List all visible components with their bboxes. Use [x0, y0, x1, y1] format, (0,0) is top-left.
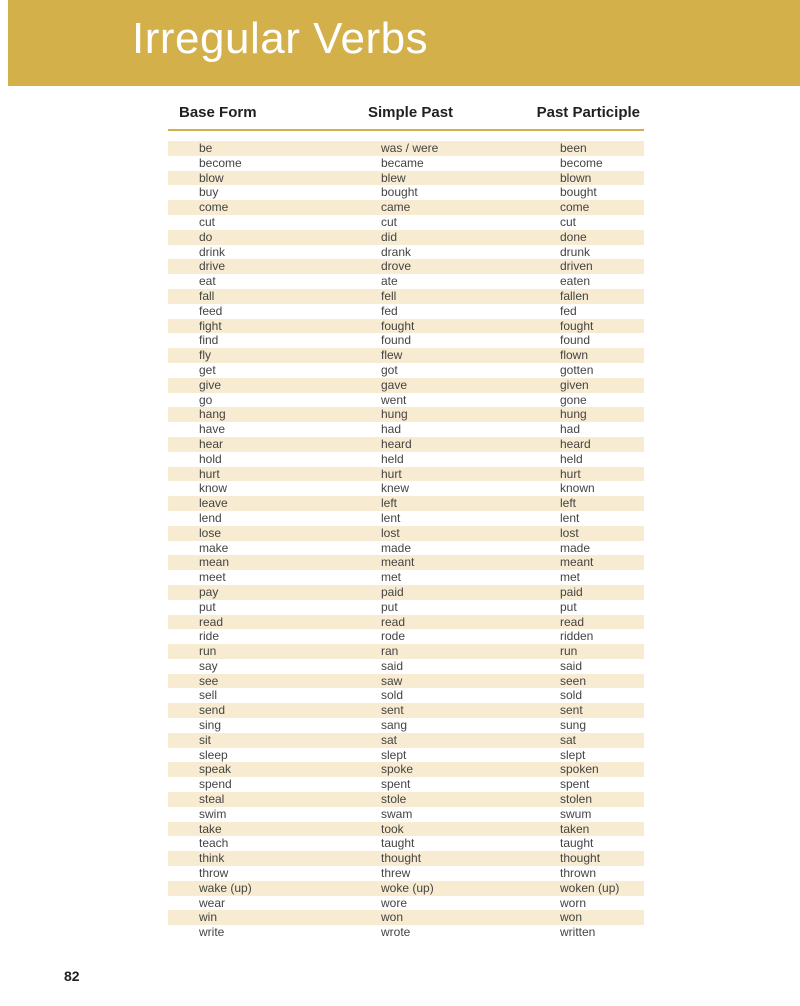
past-participle-cell: lent — [560, 510, 580, 525]
table-row — [168, 836, 644, 851]
table-row — [168, 585, 644, 600]
past-participle-cell: lost — [560, 525, 579, 540]
table-row — [168, 851, 644, 866]
table-row — [168, 304, 644, 319]
simple-past-cell: threw — [381, 866, 411, 881]
base-form-cell: see — [199, 673, 219, 688]
past-participle-cell: become — [560, 155, 603, 170]
simple-past-cell: bought — [381, 185, 418, 200]
header-simple-past: Simple Past — [368, 104, 454, 121]
base-form-cell: know — [199, 481, 228, 496]
simple-past-cell: held — [381, 451, 404, 466]
simple-past-cell: drove — [381, 259, 412, 274]
simple-past-cell: drank — [381, 244, 412, 259]
table-row — [168, 481, 644, 496]
simple-past-cell: meant — [381, 555, 415, 570]
base-form-cell: sit — [199, 732, 211, 747]
past-participle-cell: met — [560, 570, 581, 585]
simple-past-cell: fed — [381, 303, 398, 318]
base-form-cell: become — [199, 155, 242, 170]
past-participle-cell: cut — [560, 214, 577, 229]
base-form-cell: leave — [199, 496, 228, 511]
simple-past-cell: gave — [381, 377, 408, 392]
base-form-cell: think — [199, 851, 225, 866]
past-participle-cell: said — [560, 658, 583, 673]
table-row — [168, 215, 644, 230]
table-row — [168, 230, 644, 245]
header-base-form: Base Form — [179, 104, 257, 121]
past-participle-cell: known — [560, 481, 595, 496]
past-participle-cell: flown — [560, 348, 589, 363]
table-row — [168, 511, 644, 526]
simple-past-cell: left — [381, 496, 398, 511]
base-form-cell: sell — [199, 688, 218, 703]
simple-past-cell: became — [381, 155, 424, 170]
base-form-cell: win — [199, 910, 218, 925]
base-form-cell: feed — [199, 303, 223, 318]
simple-past-cell: won — [381, 910, 404, 925]
simple-past-cell: blew — [381, 170, 406, 185]
table-row — [168, 496, 644, 511]
table-row — [168, 526, 644, 541]
past-participle-cell: heard — [560, 436, 591, 451]
past-participle-cell: sat — [560, 732, 577, 747]
base-form-cell: fight — [199, 318, 222, 333]
simple-past-cell: found — [381, 333, 412, 348]
base-form-cell: eat — [199, 274, 216, 289]
table-row — [168, 437, 644, 452]
base-form-cell: wake (up) — [199, 880, 252, 895]
table-row — [168, 467, 644, 482]
past-participle-cell: given — [560, 377, 589, 392]
table-row — [168, 259, 644, 274]
past-participle-cell: paid — [560, 584, 583, 599]
base-form-cell: ride — [199, 629, 220, 644]
simple-past-cell: spent — [381, 777, 411, 792]
base-form-cell: wear — [199, 895, 226, 910]
base-form-cell: get — [199, 362, 216, 377]
base-form-cell: put — [199, 599, 216, 614]
past-participle-cell: spent — [560, 777, 590, 792]
table-row — [168, 748, 644, 763]
simple-past-cell: spoke — [381, 762, 414, 777]
base-form-cell: blow — [199, 170, 224, 185]
table-row — [168, 629, 644, 644]
table-row — [168, 289, 644, 304]
base-form-cell: be — [199, 141, 213, 155]
simple-past-cell: cut — [381, 214, 398, 229]
past-participle-cell: drunk — [560, 244, 591, 259]
simple-past-cell: sold — [381, 688, 404, 703]
past-participle-cell: driven — [560, 259, 593, 274]
table-row — [168, 378, 644, 393]
base-form-cell: pay — [199, 584, 219, 599]
base-form-cell: speak — [199, 762, 232, 777]
table-row — [168, 407, 644, 422]
table-row — [168, 644, 644, 659]
past-participle-cell: done — [560, 229, 587, 244]
table-row — [168, 185, 644, 200]
table-row — [168, 792, 644, 807]
simple-past-cell: lost — [381, 525, 400, 540]
table-row — [168, 703, 644, 718]
simple-past-cell: sat — [381, 732, 398, 747]
table-row — [168, 600, 644, 615]
simple-past-cell: put — [381, 599, 398, 614]
base-form-cell: write — [199, 925, 225, 940]
past-participle-cell: fought — [560, 318, 594, 333]
simple-past-cell: did — [381, 229, 398, 244]
past-participle-cell: had — [560, 422, 581, 437]
past-participle-cell: slept — [560, 747, 586, 762]
simple-past-cell: rode — [381, 629, 406, 644]
page-title: Irregular Verbs — [132, 14, 429, 63]
page-number: 82 — [64, 968, 80, 984]
simple-past-cell: sent — [381, 703, 404, 718]
table-row — [168, 570, 644, 585]
simple-past-cell: wore — [381, 895, 408, 910]
simple-past-cell: was / were — [381, 141, 439, 155]
simple-past-cell: said — [381, 658, 404, 673]
past-participle-cell: sung — [560, 718, 587, 733]
simple-past-cell: wrote — [381, 925, 411, 940]
table-row — [168, 777, 644, 792]
simple-past-cell: stole — [381, 792, 407, 807]
title-banner — [8, 0, 800, 86]
base-form-cell: sing — [199, 718, 222, 733]
simple-past-cell: read — [381, 614, 406, 629]
simple-past-cell: ate — [381, 274, 398, 289]
past-participle-cell: sold — [560, 688, 583, 703]
base-form-cell: hold — [199, 451, 222, 466]
table-row — [168, 363, 644, 378]
base-form-cell: spend — [199, 777, 232, 792]
base-form-cell: read — [199, 614, 224, 629]
table-row — [168, 555, 644, 570]
past-participle-cell: gone — [560, 392, 587, 407]
past-participle-cell: thought — [560, 851, 601, 866]
table-row — [168, 200, 644, 215]
simple-past-cell: taught — [381, 836, 415, 851]
table-row — [168, 688, 644, 703]
past-participle-cell: thrown — [560, 866, 597, 881]
simple-past-cell: paid — [381, 584, 404, 599]
simple-past-cell: met — [381, 570, 402, 585]
table-row — [168, 881, 644, 896]
table-row — [168, 452, 644, 467]
past-participle-cell: ridden — [560, 629, 594, 644]
base-form-cell: teach — [199, 836, 229, 851]
past-participle-cell: read — [560, 614, 585, 629]
simple-past-cell: saw — [381, 673, 403, 688]
header-past-participle: Past Participle — [536, 104, 640, 121]
past-participle-cell: hurt — [560, 466, 581, 481]
past-participle-cell: gotten — [560, 362, 594, 377]
table-row — [168, 910, 644, 925]
base-form-cell: go — [199, 392, 213, 407]
base-form-cell: fly — [199, 348, 211, 363]
past-participle-cell: found — [560, 333, 591, 348]
base-form-cell: mean — [199, 555, 230, 570]
base-form-cell: run — [199, 644, 217, 659]
past-participle-cell: fallen — [560, 288, 589, 303]
table-row — [168, 733, 644, 748]
base-form-cell: have — [199, 422, 226, 437]
past-participle-cell: written — [560, 925, 596, 940]
table-row — [168, 274, 644, 289]
table-row — [168, 807, 644, 822]
base-form-cell: lend — [199, 510, 222, 525]
past-participle-cell: been — [560, 141, 587, 155]
table-row — [168, 333, 644, 348]
past-participle-cell: bought — [560, 185, 597, 200]
past-participle-cell: won — [560, 910, 583, 925]
simple-past-cell: slept — [381, 747, 407, 762]
base-form-cell: meet — [199, 570, 226, 585]
table-row — [168, 541, 644, 556]
simple-past-cell: made — [381, 540, 412, 555]
base-form-cell: hear — [199, 436, 224, 451]
past-participle-cell: fed — [560, 303, 577, 318]
simple-past-cell: swam — [381, 806, 413, 821]
table-row — [168, 674, 644, 689]
base-form-cell: send — [199, 703, 226, 718]
base-form-cell: hang — [199, 407, 226, 422]
base-form-cell: fall — [199, 288, 215, 303]
table-row — [168, 925, 644, 940]
base-form-cell: drive — [199, 259, 226, 274]
irregular-verbs-table — [168, 104, 644, 940]
table-row — [168, 615, 644, 630]
table-row — [168, 156, 644, 171]
past-participle-cell: held — [560, 451, 583, 466]
table-row — [168, 896, 644, 911]
past-participle-cell: stolen — [560, 792, 593, 807]
base-form-cell: throw — [199, 866, 229, 881]
simple-past-cell: sang — [381, 718, 408, 733]
simple-past-cell: fell — [381, 288, 397, 303]
past-participle-cell: run — [560, 644, 578, 659]
base-form-cell: take — [199, 821, 222, 836]
past-participle-cell: put — [560, 599, 577, 614]
base-form-cell: find — [199, 333, 219, 348]
base-form-cell: cut — [199, 214, 216, 229]
past-participle-cell: seen — [560, 673, 587, 688]
base-form-cell: do — [199, 229, 213, 244]
base-form-cell: drink — [199, 244, 226, 259]
past-participle-cell: made — [560, 540, 591, 555]
base-form-cell: buy — [199, 185, 219, 200]
table-row — [168, 718, 644, 733]
base-form-cell: make — [199, 540, 229, 555]
past-participle-cell: worn — [560, 895, 587, 910]
table-row — [168, 659, 644, 674]
table-row — [168, 762, 644, 777]
base-form-cell: give — [199, 377, 222, 392]
past-participle-cell: left — [560, 496, 577, 511]
table-body — [168, 141, 644, 940]
simple-past-cell: got — [381, 362, 398, 377]
simple-past-cell: hurt — [381, 466, 402, 481]
simple-past-cell: had — [381, 422, 402, 437]
past-participle-cell: blown — [560, 170, 592, 185]
table-row — [168, 319, 644, 334]
base-form-cell: lose — [199, 525, 222, 540]
simple-past-cell: woke (up) — [381, 880, 434, 895]
simple-past-cell: thought — [381, 851, 422, 866]
simple-past-cell: took — [381, 821, 404, 836]
simple-past-cell: flew — [381, 348, 403, 363]
table-header — [168, 104, 644, 131]
base-form-cell: steal — [199, 792, 225, 807]
past-participle-cell: swum — [560, 806, 592, 821]
simple-past-cell: heard — [381, 436, 412, 451]
past-participle-cell: sent — [560, 703, 583, 718]
simple-past-cell: lent — [381, 510, 401, 525]
past-participle-cell: come — [560, 200, 590, 215]
table-row — [168, 822, 644, 837]
base-form-cell: hurt — [199, 466, 220, 481]
table-row — [168, 393, 644, 408]
base-form-cell: say — [199, 658, 218, 673]
simple-past-cell: fought — [381, 318, 415, 333]
table-row — [168, 866, 644, 881]
table-row — [168, 171, 644, 186]
past-participle-cell: spoken — [560, 762, 599, 777]
table-row — [168, 245, 644, 260]
past-participle-cell: taught — [560, 836, 594, 851]
base-form-cell: sleep — [199, 747, 228, 762]
table-row — [168, 141, 644, 156]
past-participle-cell: woken (up) — [560, 880, 620, 895]
simple-past-cell: went — [381, 392, 407, 407]
past-participle-cell: taken — [560, 821, 590, 836]
simple-past-cell: knew — [381, 481, 410, 496]
past-participle-cell: meant — [560, 555, 594, 570]
base-form-cell: swim — [199, 806, 227, 821]
table-row — [168, 422, 644, 437]
simple-past-cell: ran — [381, 644, 399, 659]
base-form-cell: come — [199, 200, 229, 215]
simple-past-cell: came — [381, 200, 411, 215]
past-participle-cell: eaten — [560, 274, 591, 289]
table-row — [168, 348, 644, 363]
past-participle-cell: hung — [560, 407, 587, 422]
simple-past-cell: hung — [381, 407, 408, 422]
